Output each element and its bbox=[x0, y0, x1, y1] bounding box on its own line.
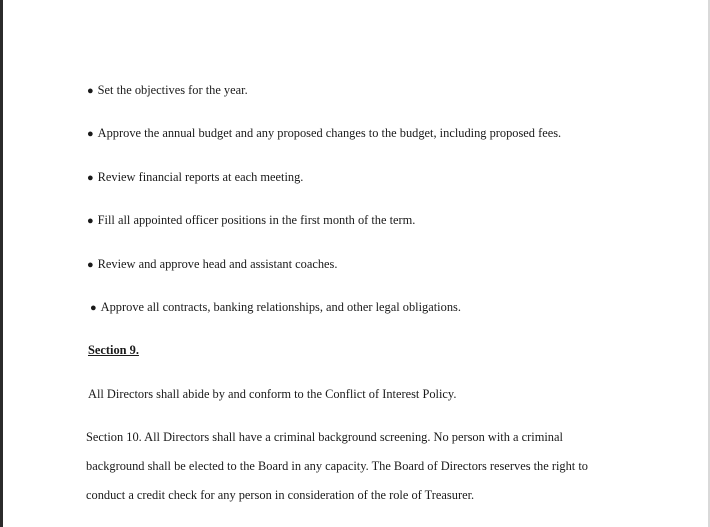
bullet-item bbox=[87, 169, 303, 186]
bullet-text: Fill all appointed officer positions in the first month of the term. bbox=[97, 213, 416, 227]
section-10-line: Section 10. All Directors shall have a criminal background screening. No person with a criminal bbox=[86, 430, 563, 444]
bullet-text: Review and approve head and assistant coaches. bbox=[97, 257, 338, 271]
section-10-line: conduct a credit check for any person in consideration of the role of Treasurer. bbox=[86, 488, 475, 502]
bullet-text: Approve all contracts, banking relationships, and other legal obligations. bbox=[100, 300, 461, 314]
bullet-icon: ● bbox=[90, 302, 97, 314]
bullet-icon: ● bbox=[87, 215, 94, 227]
section-9-text: All Directors shall abide by and conform to the Conflict of Interest Policy. bbox=[88, 387, 457, 401]
bullet-icon: ● bbox=[87, 85, 94, 97]
bullet-text: Approve the annual budget and any proposed changes to the budget, including proposed fees. bbox=[97, 126, 562, 140]
bullet-item bbox=[87, 82, 248, 99]
section-10-line: background shall be elected to the Board in any capacity. The Board of Directors reserves the right to bbox=[86, 459, 588, 473]
section-9-heading: Section 9. bbox=[88, 343, 139, 357]
bullet-text: Set the objectives for the year. bbox=[97, 83, 248, 97]
page-left-border bbox=[0, 0, 3, 527]
bullet-icon: ● bbox=[87, 259, 94, 271]
bullet-icon: ● bbox=[87, 172, 94, 184]
bullet-text: Review financial reports at each meeting. bbox=[97, 170, 304, 184]
bullet-item bbox=[90, 299, 461, 316]
bullet-item bbox=[87, 125, 561, 142]
bullet-item bbox=[87, 212, 415, 229]
bullet-icon: ● bbox=[87, 128, 94, 140]
bullet-item bbox=[87, 256, 337, 273]
